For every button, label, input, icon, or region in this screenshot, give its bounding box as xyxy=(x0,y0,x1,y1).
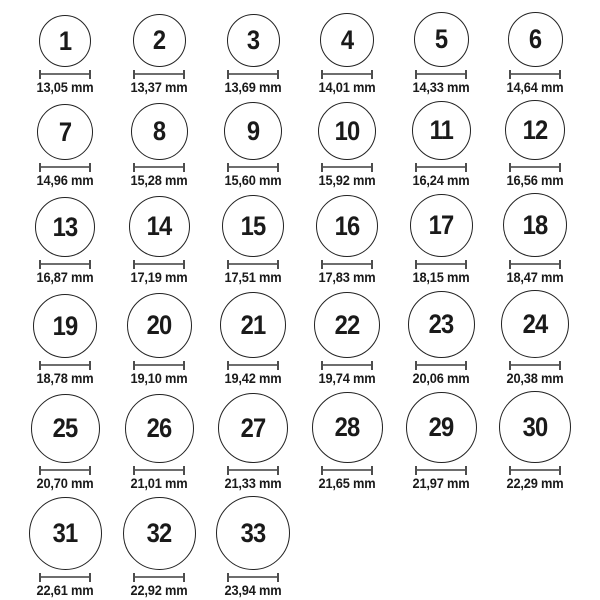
ring-size-cell xyxy=(300,195,394,285)
diameter-ruler-icon xyxy=(415,163,467,172)
diameter-ruler-icon xyxy=(227,361,279,370)
ring-size-number: 30 xyxy=(522,411,548,442)
ring-size-number: 11 xyxy=(429,115,453,145)
diameter-label: 19,74 mm xyxy=(318,371,376,386)
diameter-label: 22,61 mm xyxy=(36,583,94,598)
ring-circle xyxy=(220,292,286,358)
ring-size-cell xyxy=(488,290,582,386)
ring-size-cell xyxy=(18,497,112,598)
ring-circle xyxy=(33,294,97,358)
ring-size-number: 21 xyxy=(240,309,266,340)
diameter-ruler-icon xyxy=(321,361,373,370)
ring-size-cell xyxy=(394,12,488,95)
ring-circle xyxy=(499,391,571,463)
diameter-label: 14,64 mm xyxy=(506,80,564,95)
ring-size-cell xyxy=(112,394,206,491)
diameter-ruler-icon xyxy=(415,70,467,79)
diameter-label: 19,42 mm xyxy=(224,371,282,386)
ring-size-cell xyxy=(112,196,206,285)
ring-circle xyxy=(406,392,477,463)
diameter-ruler-icon xyxy=(133,70,185,79)
ring-size-cell xyxy=(18,294,112,386)
ring-size-number: 26 xyxy=(146,413,172,443)
ring-size-number: 15 xyxy=(240,210,266,241)
diameter-ruler-icon xyxy=(415,260,467,269)
ring-size-cell xyxy=(206,195,300,285)
ring-size-cell xyxy=(206,102,300,188)
ring-size-cell xyxy=(488,391,582,491)
diameter-ruler-icon xyxy=(509,260,561,269)
diameter-ruler-icon xyxy=(39,163,91,172)
ring-size-number: 5 xyxy=(434,24,448,54)
ring-circle xyxy=(501,290,569,358)
ring-circle xyxy=(316,195,378,257)
diameter-ruler-icon xyxy=(133,163,185,172)
diameter-label: 21,01 mm xyxy=(130,476,188,491)
ring-size-number: 22 xyxy=(334,309,360,340)
diameter-ruler-icon xyxy=(133,573,185,582)
diameter-ruler-icon xyxy=(227,163,279,172)
ring-circle xyxy=(37,104,93,160)
diameter-ruler-icon xyxy=(321,70,373,79)
diameter-ruler-icon xyxy=(227,260,279,269)
diameter-ruler-icon xyxy=(227,70,279,79)
diameter-ruler-icon xyxy=(321,163,373,172)
diameter-label: 15,60 mm xyxy=(224,173,282,188)
diameter-ruler-icon xyxy=(39,573,91,582)
ring-size-cell xyxy=(300,13,394,95)
diameter-label: 23,94 mm xyxy=(224,583,282,598)
ring-size-cell xyxy=(112,497,206,598)
diameter-label: 18,47 mm xyxy=(506,270,564,285)
ring-circle xyxy=(408,291,475,358)
ring-size-number: 33 xyxy=(240,517,266,548)
diameter-label: 22,92 mm xyxy=(130,583,188,598)
ring-size-number: 27 xyxy=(240,412,266,443)
ring-size-cell xyxy=(206,393,300,491)
diameter-ruler-icon xyxy=(39,466,91,475)
ring-size-number: 29 xyxy=(428,412,454,442)
ring-circle xyxy=(412,101,471,160)
ring-circle xyxy=(508,12,563,67)
ring-size-cell xyxy=(18,197,112,285)
ring-circle xyxy=(216,496,290,570)
ring-circle xyxy=(312,392,383,463)
diameter-label: 16,87 mm xyxy=(36,270,94,285)
ring-circle xyxy=(29,497,102,570)
diameter-label: 20,70 mm xyxy=(36,476,94,491)
ring-size-cell xyxy=(206,292,300,386)
diameter-label: 16,56 mm xyxy=(506,173,564,188)
ring-size-cell xyxy=(394,101,488,188)
ring-size-cell xyxy=(18,394,112,491)
ring-circle xyxy=(318,102,376,160)
ring-circle xyxy=(320,13,374,67)
ring-size-cell xyxy=(300,102,394,188)
ring-circle xyxy=(218,393,288,463)
diameter-ruler-icon xyxy=(415,466,467,475)
ring-size-cell xyxy=(488,193,582,285)
ring-size-cell xyxy=(18,15,112,95)
diameter-label: 14,33 mm xyxy=(412,80,470,95)
ring-size-number: 14 xyxy=(146,211,172,241)
diameter-label: 20,06 mm xyxy=(412,371,470,386)
ring-size-number: 2 xyxy=(152,25,166,55)
ring-circle xyxy=(125,394,194,463)
diameter-label: 15,92 mm xyxy=(318,173,376,188)
ring-size-cell xyxy=(300,292,394,386)
ring-circle xyxy=(39,15,91,67)
diameter-ruler-icon xyxy=(133,466,185,475)
ring-circle xyxy=(127,293,192,358)
diameter-label: 15,28 mm xyxy=(130,173,188,188)
diameter-label: 13,05 mm xyxy=(36,80,94,95)
ring-circle xyxy=(224,102,282,160)
diameter-ruler-icon xyxy=(509,361,561,370)
ring-size-number: 7 xyxy=(58,116,72,147)
ring-circle xyxy=(414,12,469,67)
ring-size-number: 24 xyxy=(522,308,548,339)
ring-size-number: 9 xyxy=(246,115,260,146)
ring-size-number: 16 xyxy=(334,210,360,241)
ring-size-number: 17 xyxy=(428,210,454,240)
ring-circle xyxy=(410,194,473,257)
diameter-label: 13,37 mm xyxy=(130,80,188,95)
diameter-label: 20,38 mm xyxy=(506,371,564,386)
ring-circle xyxy=(123,497,196,570)
ring-circle xyxy=(131,103,188,160)
diameter-ruler-icon xyxy=(133,260,185,269)
diameter-ruler-icon xyxy=(39,361,91,370)
ring-size-cell xyxy=(300,392,394,491)
diameter-label: 14,01 mm xyxy=(318,80,376,95)
ring-circle xyxy=(314,292,380,358)
ring-circle xyxy=(503,193,567,257)
ring-size-number: 20 xyxy=(146,310,172,340)
diameter-ruler-icon xyxy=(509,163,561,172)
ring-size-number: 12 xyxy=(522,114,548,145)
diameter-ruler-icon xyxy=(227,466,279,475)
ring-circle xyxy=(222,195,284,257)
diameter-ruler-icon xyxy=(227,573,279,582)
ring-size-number: 8 xyxy=(152,116,166,146)
ring-size-number: 19 xyxy=(52,310,78,341)
ring-size-cell xyxy=(488,12,582,95)
ring-size-cell xyxy=(112,14,206,95)
diameter-label: 19,10 mm xyxy=(130,371,188,386)
diameter-label: 21,97 mm xyxy=(412,476,470,491)
ring-size-number: 25 xyxy=(52,413,78,443)
diameter-ruler-icon xyxy=(133,361,185,370)
ring-circle xyxy=(31,394,100,463)
ring-size-number: 18 xyxy=(522,209,548,240)
diameter-ruler-icon xyxy=(39,70,91,79)
ring-size-cell xyxy=(206,14,300,95)
diameter-label: 21,33 mm xyxy=(224,476,282,491)
diameter-label: 17,19 mm xyxy=(130,270,188,285)
ring-circle xyxy=(227,14,280,67)
ring-size-cell xyxy=(394,291,488,386)
diameter-label: 16,24 mm xyxy=(412,173,470,188)
diameter-label: 17,51 mm xyxy=(224,270,282,285)
diameter-label: 17,83 mm xyxy=(318,270,376,285)
diameter-ruler-icon xyxy=(39,260,91,269)
diameter-label: 18,15 mm xyxy=(412,270,470,285)
ring-size-number: 32 xyxy=(146,518,172,548)
ring-size-number: 1 xyxy=(58,25,72,56)
diameter-ruler-icon xyxy=(509,466,561,475)
ring-size-cell xyxy=(394,392,488,491)
ring-circle xyxy=(35,197,95,257)
ring-circle xyxy=(505,100,565,160)
diameter-ruler-icon xyxy=(415,361,467,370)
ring-size-number: 4 xyxy=(340,24,354,55)
diameter-ruler-icon xyxy=(321,466,373,475)
ring-size-number: 10 xyxy=(334,115,360,146)
ring-circle xyxy=(133,14,186,67)
ring-size-cell xyxy=(394,194,488,285)
ring-size-cell xyxy=(112,293,206,386)
ring-size-number: 13 xyxy=(52,211,78,242)
diameter-label: 13,69 mm xyxy=(224,80,282,95)
diameter-ruler-icon xyxy=(509,70,561,79)
ring-size-number: 23 xyxy=(428,309,454,339)
diameter-label: 21,65 mm xyxy=(318,476,376,491)
diameter-ruler-icon xyxy=(321,260,373,269)
ring-size-cell xyxy=(112,103,206,188)
ring-size-number: 31 xyxy=(52,518,78,548)
ring-size-number: 28 xyxy=(334,412,360,442)
diameter-label: 22,29 mm xyxy=(506,476,564,491)
ring-size-number: 3 xyxy=(246,25,260,55)
ring-size-cell xyxy=(18,104,112,188)
diameter-label: 18,78 mm xyxy=(36,371,94,386)
ring-size-number: 6 xyxy=(528,24,542,54)
ring-circle xyxy=(129,196,190,257)
diameter-label: 14,96 mm xyxy=(36,173,94,188)
ring-size-cell xyxy=(206,496,300,598)
ring-size-cell xyxy=(488,100,582,188)
